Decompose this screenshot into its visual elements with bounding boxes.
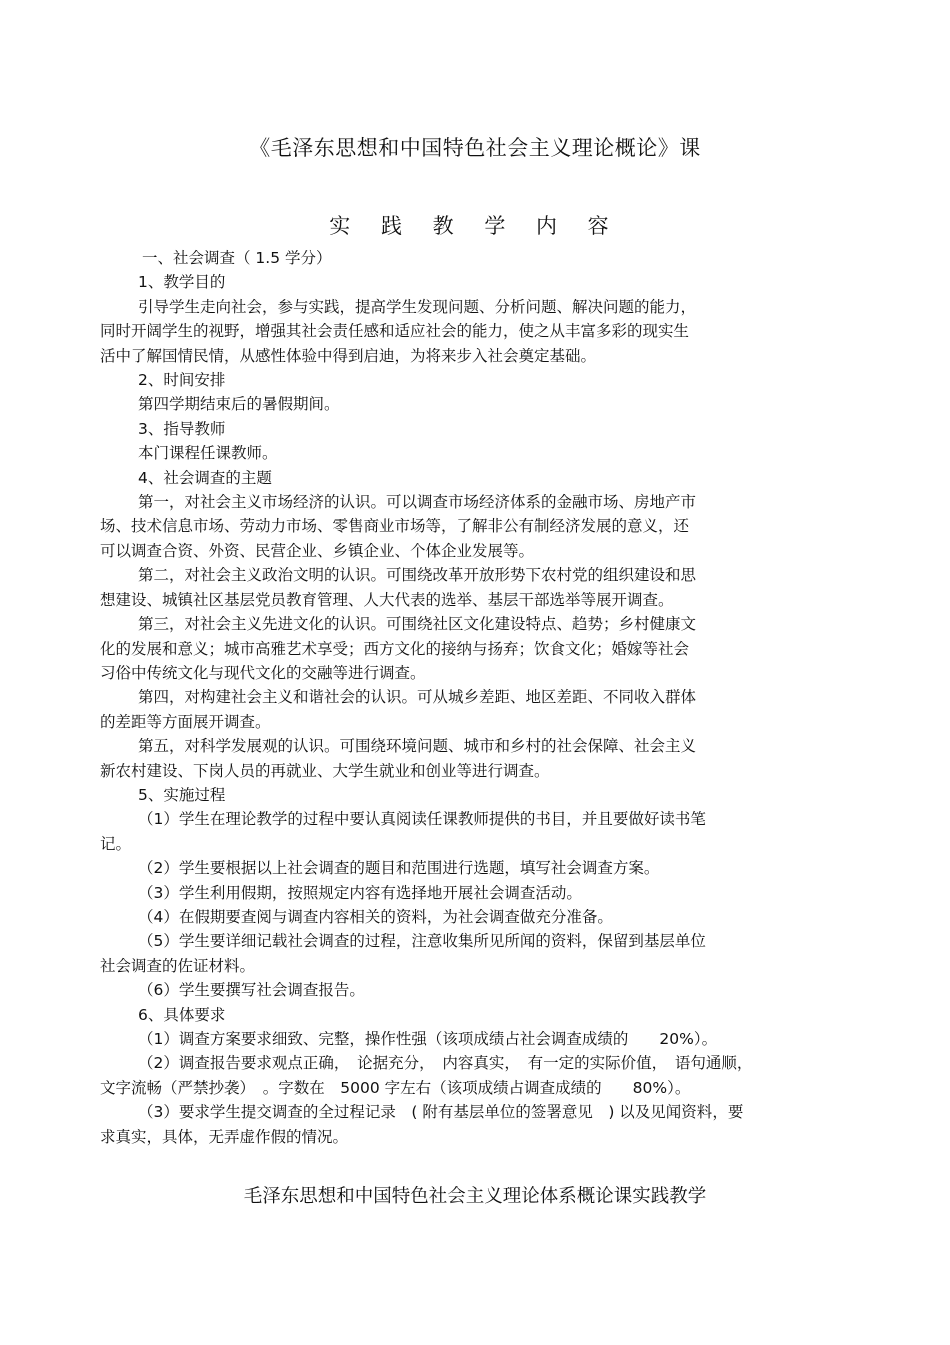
text-line: 同时开阔学生的视野，增强其社会责任感和适应社会的能力，使之从丰富多彩的现实生 [100, 322, 690, 341]
paragraph-process-4: （4）在假期要查阅与调查内容相关的资料，为社会调查做充分准备。 [138, 907, 613, 926]
text-line: （5）学生要详细记载社会调查的过程，注意收集所见所闻的资料，保留到基层单位 [138, 932, 706, 951]
heading-time: 2、时间安排 [138, 371, 226, 390]
text-line: 引导学生走向社会，参与实践，提高学生发现问题、分析问题、解决问题的能力， [138, 297, 697, 316]
document-title: 《毛泽东思想和中国特色社会主义理论概论》课 [249, 136, 701, 160]
paragraph-topic-4 [100, 685, 830, 734]
text-line: 活中了解国情民情，从感性体验中得到启迪，为将来步入社会奠定基础。 [100, 346, 597, 365]
paragraph-purpose [100, 295, 830, 368]
paragraph-topic-2 [100, 563, 830, 612]
text-line: 想建设、城镇社区基层党员教育管理、人大代表的选举、基层干部选举等展开调查。 [100, 590, 674, 609]
text-line: 求真实，具体，无弄虚作假的情况。 [100, 1127, 349, 1146]
heading-topic: 4、社会调查的主题 [138, 468, 272, 487]
paragraph-topic-3 [100, 612, 830, 685]
section-heading-social-survey: 一、社会调查（ 1.5 学分） [142, 249, 332, 267]
text-line: 第五，对科学发展观的认识。可围绕环境问题、城市和乡村的社会保障、社会主义 [138, 737, 697, 756]
text-line: 第一，对社会主义市场经济的认识。可以调查市场经济体系的金融市场、房地产市 [138, 493, 697, 512]
paragraph-process-2: （2）学生要根据以上社会调查的题目和范围进行选题，填写社会调查方案。 [138, 859, 660, 878]
text-line: 第三，对社会主义先进文化的认识。可围绕社区文化建设特点、趋势；乡村健康文 [138, 615, 697, 634]
paragraph-topic-5 [100, 734, 830, 783]
paragraph-topic-1 [100, 490, 830, 563]
text-line: 第四，对构建社会主义和谐社会的认识。可从城乡差距、地区差距、不同收入群体 [138, 688, 697, 707]
document-subtitle: 实 践 教 学 内 容 [329, 214, 621, 238]
paragraph-requirement-2 [100, 1051, 830, 1100]
text-line: 习俗中传统文化与现代文化的交融等进行调查。 [100, 663, 426, 682]
text-line: （2）调查报告要求观点正确， 论据充分， 内容真实， 有一定的实际价值， 语句通顺， [138, 1054, 753, 1073]
paragraph-process-1 [100, 807, 830, 856]
paragraph-process-3: （3）学生利用假期，按照规定内容有选择地开展社会调查活动。 [138, 883, 582, 902]
heading-purpose: 1、教学目的 [138, 273, 226, 292]
heading-teacher: 3、指导教师 [138, 419, 226, 438]
document-body [100, 246, 830, 1149]
text-line: 可以调查合资、外资、民营企业、乡镇企业、个体企业发展等。 [100, 541, 535, 560]
text-line: 场、技术信息市场、劳动力市场、零售商业市场等，了解非公有制经济发展的意义，还 [100, 517, 690, 536]
paragraph-process-5 [100, 929, 830, 978]
text-line: 社会调查的佐证材料。 [100, 956, 256, 975]
heading-process: 5、实施过程 [138, 785, 226, 804]
text-line: （3）要求学生提交调查的全过程记录 ( 附有基层单位的签署意见 ) 以及见闻资料，要 [138, 1103, 744, 1122]
text-line: 化的发展和意义；城市高雅艺术享受；西方文化的接纳与扬弃；饮食文化；婚嫁等社会 [100, 639, 690, 658]
paragraph-time: 第四学期结束后的暑假期间。 [138, 395, 340, 414]
text-line: 记。 [100, 834, 132, 853]
paragraph-requirement-3 [100, 1100, 830, 1149]
text-line: 新农村建设、下岗人员的再就业、大学生就业和创业等进行调查。 [100, 761, 550, 780]
text-line: （1）学生在理论教学的过程中要认真阅读任课教师提供的书目，并且要做好读书笔 [138, 810, 706, 829]
paragraph-process-6: （6）学生要撰写社会调查报告。 [138, 981, 365, 1000]
page-footer: 毛泽东思想和中国特色社会主义理论体系概论课实践教学 [243, 1186, 707, 1207]
paragraph-teacher: 本门课程任课教师。 [138, 444, 278, 463]
text-line: 文字流畅（严禁抄袭） 。字数在 5000 字左右（该项成绩占调查成绩的 80%）。 [100, 1078, 691, 1097]
text-line: 的差距等方面展开调查。 [100, 712, 271, 731]
text-line: 第二，对社会主义政治文明的认识。可围绕改革开放形势下农村党的组织建设和思 [138, 566, 697, 585]
heading-requirements: 6、具体要求 [138, 1005, 226, 1024]
paragraph-requirement-1: （1）调查方案要求细致、完整，操作性强（该项成绩占社会调查成绩的 20%）。 [138, 1030, 718, 1048]
